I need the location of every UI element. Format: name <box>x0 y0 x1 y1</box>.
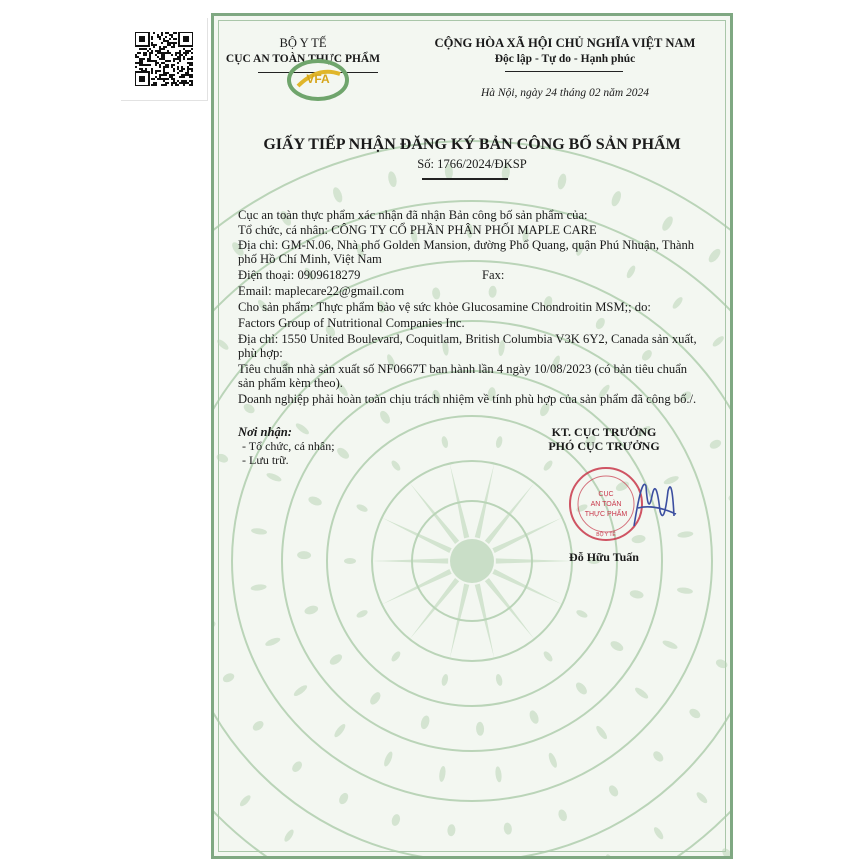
recipient-item-2: - Lưu trữ. <box>242 453 289 467</box>
responsibility-line: Doanh nghiệp phải hoàn toàn chịu trách nhiệm về tính phù hợp của sản phẩm đã công bố./. <box>238 392 697 406</box>
agency-name: CỤC AN TOÀN THỰC PHẨM <box>225 53 381 65</box>
standard-line-2: sản phẩm kèm theo). <box>238 376 343 390</box>
product-line: Cho sản phẩm: Thực phẩm bảo vệ sức khỏe Glucosamine Chondroitin MSM;; do: <box>238 300 651 314</box>
national-motto: Độc lập - Tự do - Hạnh phúc <box>494 53 636 65</box>
address-line-2: phố Hồ Chí Minh, Việt Nam <box>238 252 382 266</box>
standard-line-1: Tiêu chuẩn nhà sản xuất số NF0667T ban hành lần 4 ngày 10/08/2023 (có bản tiêu chuẩn <box>238 362 688 376</box>
motto-underline <box>505 71 623 72</box>
email-line: Email: maplecare22@gmail.com <box>238 284 405 298</box>
signature-title-2: PHÓ CỤC TRƯỞNG <box>548 439 660 453</box>
document-title: GIẤY TIẾP NHẬN ĐĂNG KÝ BẢN CÔNG BỐ SẢN PHẨM <box>263 136 681 153</box>
manufacturer-address-1: Địa chỉ: 1550 United Boulevard, Coquitlam, British Columbia V3K 6Y2, Canada sản xuất, <box>238 332 697 346</box>
vfa-logo-text: VFA <box>306 72 330 86</box>
signature-title-1: KT. CỤC TRƯỞNG <box>551 425 657 439</box>
document-number: Số: 1766/2024/ĐKSP <box>417 157 527 171</box>
organization-line: Tổ chức, cá nhân: CÔNG TY CỔ PHẦN PHÂN PHỐI MAPLE CARE <box>238 223 597 237</box>
stamp-text-3: THỰC PHẨM <box>584 511 628 518</box>
fax-line: Fax: <box>482 268 505 282</box>
issue-date: Hà Nội, ngày 24 tháng 02 năm 2024 <box>480 87 650 99</box>
recipient-item-1: - Tổ chức, cá nhân; <box>242 439 335 453</box>
title-underline <box>422 178 508 180</box>
recipients-title: Nơi nhận: <box>238 425 293 439</box>
official-stamp <box>564 456 684 556</box>
vfa-logo <box>286 56 350 102</box>
country-name: CỘNG HÒA XÃ HỘI CHỦ NGHĨA VIỆT NAM <box>434 36 696 50</box>
ministry-name: BỘ Y TẾ <box>279 36 327 50</box>
stamp-ring-text: BỘ Y TẾ <box>596 532 616 538</box>
phone-line: Điện thoại: 0909618279 <box>238 268 361 282</box>
qr-code-box <box>121 18 208 101</box>
address-line-1: Địa chỉ: GM-N.06, Nhà phố Golden Mansion, đường Phổ Quang, quận Phú Nhuận, Thành <box>238 238 695 252</box>
stamp-text-1: CỤC <box>598 491 614 498</box>
manufacturer-line: Factors Group of Nutritional Companies Inc. <box>238 316 465 330</box>
qr-code-icon <box>135 32 193 86</box>
signer-name: Đỗ Hữu Tuấn <box>569 550 639 564</box>
body-intro: Cục an toàn thực phẩm xác nhận đã nhận Bản công bố sản phẩm của: <box>238 208 588 222</box>
handwritten-signature <box>634 484 676 526</box>
manufacturer-address-2: phù hợp: <box>238 346 283 360</box>
stamp-text-2: AN TOÀN <box>590 501 622 508</box>
certificate-document <box>211 13 733 859</box>
